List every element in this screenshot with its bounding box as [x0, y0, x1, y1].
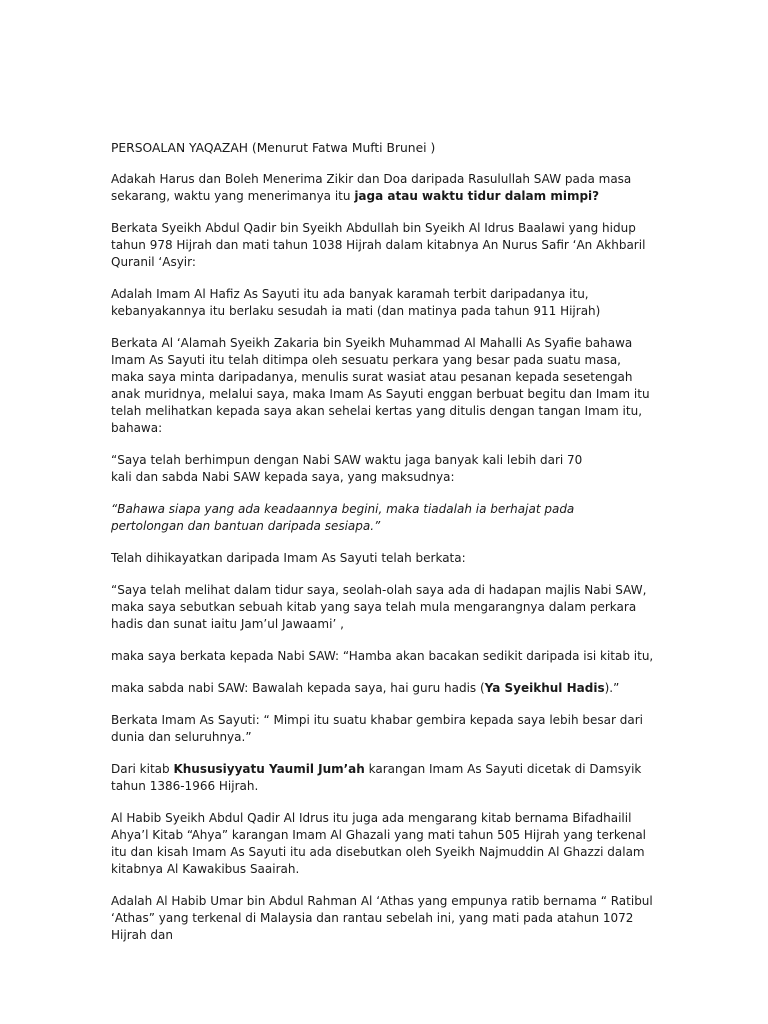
- paragraph-12-end: karangan Imam As Sayuti dicetak di Damsyik tahun 1386-1966 Hijrah.: [111, 762, 642, 793]
- paragraph-12: [111, 761, 651, 795]
- paragraph-7: Telah dihikayatkan daripada Imam As Sayuti telah berkata:: [111, 551, 466, 565]
- paragraph-14: Adalah Al Habib Umar bin Abdul Rahman Al ‘Athas yang empunya ratib bernama “ Ratibul ‘Athas” yang terkenal di Malaysia dan rantau sebelah ini, yang mati pada atahun 1072 Hijrah dan: [111, 894, 653, 942]
- paragraph-2: Berkata Syeikh Abdul Qadir bin Syeikh Abdullah bin Syeikh Al Idrus Baalawi yang hidup tahun 978 Hijrah dan mati tahun 1038 Hijrah dalam kitabnya An Nurus Safir ‘An Akhbaril Quranil ‘Asyir:: [111, 221, 646, 269]
- paragraph-12-bold: Khususiyyatu Yaumil Jum’ah: [173, 762, 365, 776]
- paragraph-3: Adalah Imam Al Hafiz As Sayuti itu ada banyak karamah terbit daripadanya itu, kebanyakannya itu berlaku sesudah ia mati (dan matinya pada tahun 911 Hijrah): [111, 287, 601, 318]
- paragraph-10-text: maka sabda nabi SAW: Bawalah kepada saya, hai guru hadis (: [111, 681, 485, 695]
- paragraph-1-text: Adakah Harus dan Boleh Menerima Zikir dan Doa daripada Rasulullah SAW pada masa sekarang, waktu yang menerimanya itu: [111, 172, 632, 203]
- paragraph-5: “Saya telah berhimpun dengan Nabi SAW waktu jaga banyak kali lebih dari 70 kali dan sabda Nabi SAW kepada saya, yang maksudnya:: [111, 453, 583, 484]
- paragraph-10: [111, 680, 656, 697]
- paragraph-4: Berkata Al ‘Alamah Syeikh Zakaria bin Syeikh Muhammad Al Mahalli As Syafie bahawa Imam As Sayuti itu telah ditimpa oleh sesuatu perkara yang besar pada suatu masa, maka saya minta daripadanya, menulis surat wasiat atau pesanan kepada sesetengah anak muridnya, melalui saya, maka Imam As Sayuti enggan berbuat begitu dan Imam itu telah melihatkan kepada saya akan sehelai kertas yang ditulis dengan tangan Imam itu, bahawa:: [111, 336, 650, 435]
- paragraph-1-bold: jaga atau waktu tidur dalam mimpi?: [354, 189, 600, 203]
- paragraph-9: maka saya berkata kepada Nabi SAW: “Hamba akan bacakan sedikit daripada isi kitab itu,: [111, 649, 654, 663]
- paragraph-1: [111, 171, 651, 205]
- paragraph-11: Berkata Imam As Sayuti: “ Mimpi itu suatu khabar gembira kepada saya lebih besar dari dunia dan seluruhnya.”: [111, 713, 644, 744]
- paragraph-13: Al Habib Syeikh Abdul Qadir Al Idrus itu juga ada mengarang kitab bernama Bifadhailil Ahya’l Kitab “Ahya” karangan Imam Al Ghazali yang mati tahun 505 Hijrah yang terkenal itu dan kisah Imam As Sayuti itu ada disebutkan oleh Syeikh Najmuddin Al Ghazzi dalam kitabnya Al Kawakibus Saairah.: [111, 811, 647, 876]
- document-body: [111, 140, 656, 944]
- paragraph-8: “Saya telah melihat dalam tidur saya, seolah-olah saya ada di hadapan majlis Nabi SAW, maka saya sebutkan sebuah kitab yang saya telah mula mengarangnya dalam perkara hadis dan sunat iaitu Jam’ul Jawaami’ ,: [111, 583, 647, 631]
- paragraph-10-end: ).”: [604, 681, 620, 695]
- paragraph-10-bold: Ya Syeikhul Hadis: [484, 681, 605, 695]
- paragraph-6-quote: “Bahawa siapa yang ada keadaannya begini, maka tiadalah ia berhajat pada pertolongan dan bantuan daripada sesiapa.”: [111, 502, 575, 533]
- paragraph-12-text: Dari kitab: [111, 762, 174, 776]
- document-title: PERSOALAN YAQAZAH (Menurut Fatwa Mufti Brunei ): [111, 141, 436, 155]
